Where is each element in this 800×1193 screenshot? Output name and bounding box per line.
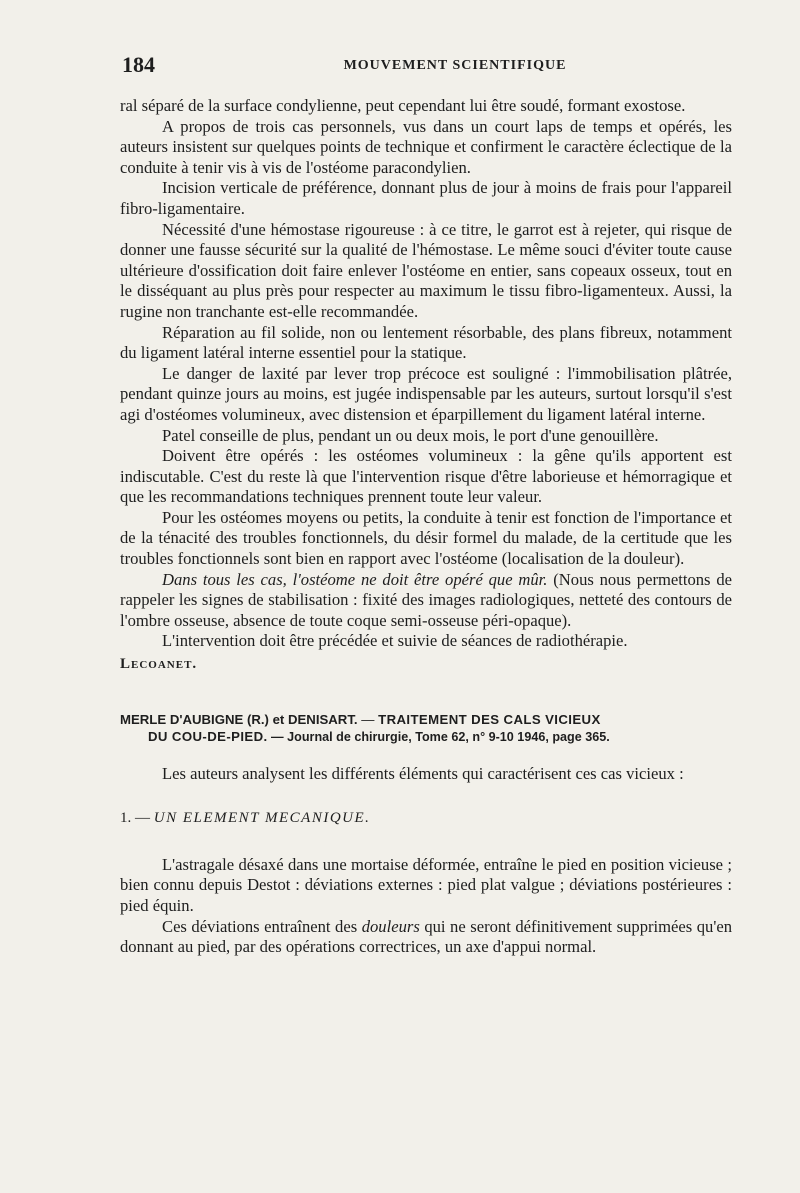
page-number: 184 [122,52,155,77]
dash: — [357,711,379,727]
paragraph-text: qui ne seront définitivement supprimées qu'en donnant au pied, par des opérations correctrices, un axe d'appui normal. [120,916,732,957]
paragraph: Le danger de laxité par lever trop précoce est souligné : l'immobilisation plâtrée, pendant quinze jours au moins, est jugée indispensable par les auteurs, surtout lorsqu'il s'est agi d'ostéomes volumineux, avec distension et éparpillement du ligament latéral interne. [120,363,732,424]
paragraph: Incision verticale de préférence, donnant plus de jour à moins de frais pour l'appareil fibro-ligamentaire. [120,178,732,218]
section-number: 1. — [120,810,154,827]
paragraph: Les auteurs analysent les différents éléments qui caractérisent ces cas vicieux : [162,763,684,783]
review-title-cont: DU COU-DE-PIED. [148,728,268,744]
italic-statement: Dans tous les cas, l'ostéome ne doit être opéré que mûr. [162,569,548,589]
paragraph-text: Ces déviations entraînent des [162,916,362,936]
page-body [120,96,732,958]
paragraph: Pour les ostéomes moyens ou petits, la conduite à tenir est fonction de l'importance et de la ténacité des troubles fonctionnels, du désir formel du malade, de la certitude que les troubles fonctionnels sont bien en rapport avec l'ostéome (localisation de la douleur). [120,507,732,569]
paragraph [120,917,732,958]
running-head [122,52,728,82]
paragraph: Doivent être opérés : les ostéomes volumineux : la gêne qu'ils apportent est indiscutable. C'est du reste là que l'intervention risque d'être laborieuse et hémorragique et que les recommandations techniques prennent toute leur valeur. [120,446,732,507]
italic-word: douleurs [361,916,420,936]
review-authors: MERLE D'AUBIGNE (R.) et DENISART. [120,711,358,727]
paragraph: A propos de trois cas personnels, vus dans un court laps de temps et opérés, les auteurs insistent sur quelques points de technique et confirment le caractère éclectique de la conduite à tenir vis à vis de l'ostéome paracondylien. [120,116,732,177]
paragraph: Réparation au fil solide, non ou lentement résorbable, des plans fibreux, notamment du ligament latéral interne essentiel pour la statique. [120,322,732,363]
section-title: UN ELEMENT MECANIQUE. [153,810,371,827]
paragraph: L'astragale désaxé dans une mortaise déformée, entraîne le pied en position vicieuse ; bien connu depuis Destot : déviations externes : pied plat valgue ; déviations postérieures : pied équin. [120,854,732,915]
section-heading [120,808,732,829]
review-title: TRAITEMENT DES CALS VICIEUX [378,711,601,727]
paragraph: ral séparé de la surface condylienne, peut cependant lui être soudé, formant exostose. [120,96,686,115]
running-title: MOUVEMENT SCIENTIFIQUE [343,58,567,73]
paragraph [120,570,732,632]
paragraph: Nécessité d'une hémostase rigoureuse : à ce titre, le garrot est à rejeter, qui risque de donner une fausse sécurité sur la qualité de l'hémostase. Le même souci d'éviter toute cause ultérieure d'ossification doit faire enlever l'ostéome en entier, sans copeaux osseux, tout en le disséquant au plus près pour respecter au maximum le tissu fibro-ligamenteux. Aussi, la rugine non tranchante est-elle recommandée. [120,219,732,321]
review-journal: — Journal de chirurgie, Tome 62, n° 9-10 1946, page 365. [267,729,610,744]
paragraph: Patel conseille de plus, pendant un ou deux mois, le port d'une genouillère. [162,425,659,445]
paragraph: L'intervention doit être précédée et suivie de séances de radiothérapie. [162,631,628,651]
paragraph-text: (Nous nous permettons de rappeler les signes de stabilisation : fixité des images radiologiques, netteté des contours de l'ombre osseuse, absence de toute coque semi-osseuse péri-opaque). [120,569,732,630]
review-heading [120,711,732,746]
author-signature: Lecoanet. [120,656,198,673]
